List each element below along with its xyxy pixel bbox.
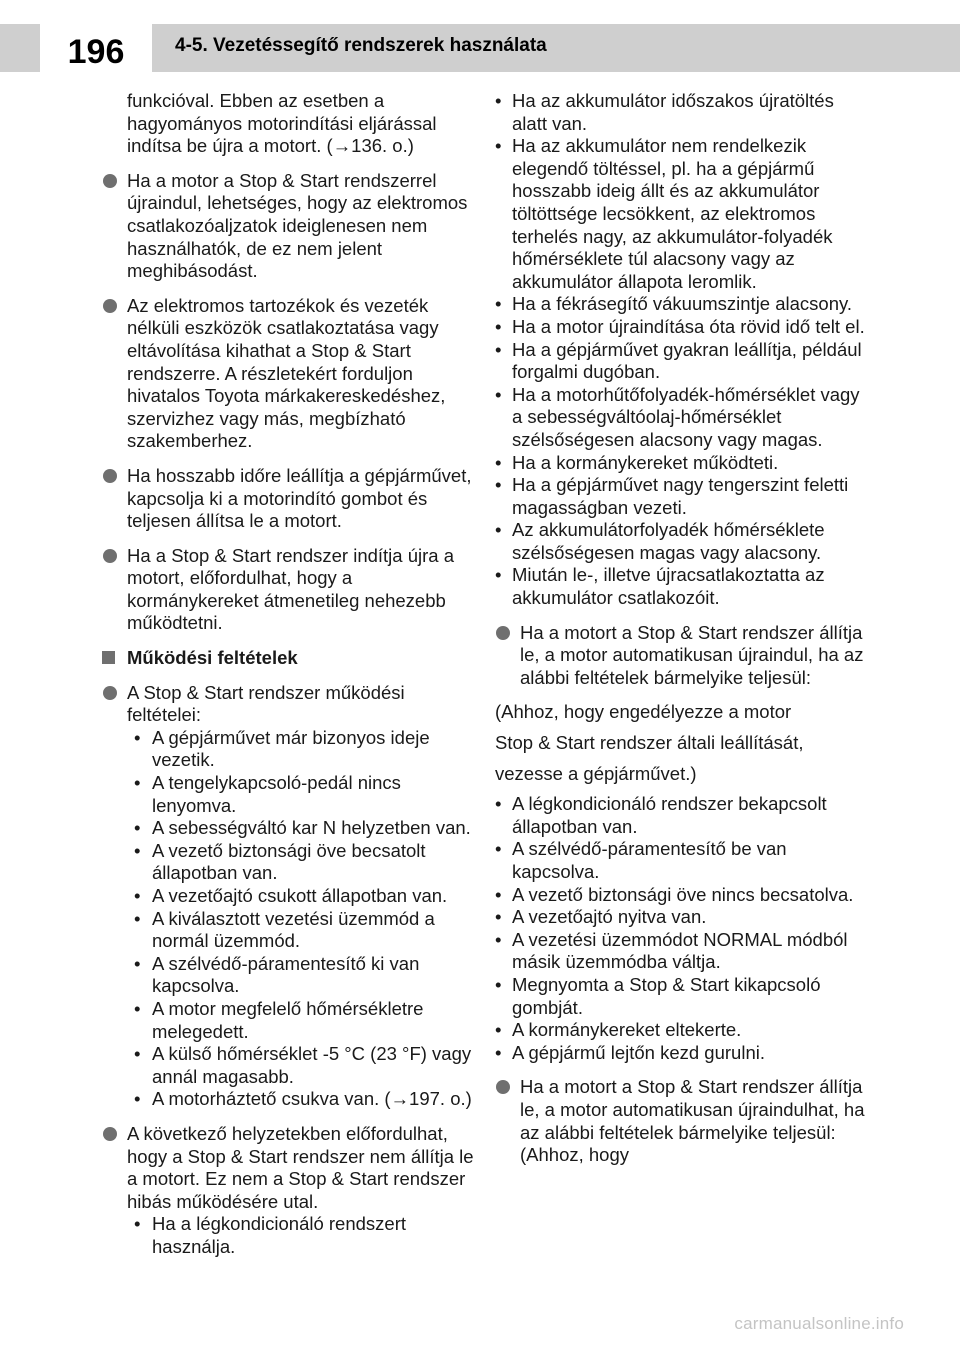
list-item: • A vezető biztonsági öve becsatolt állapotban van.	[127, 840, 474, 885]
list-item: • A gépjármű lejtőn kezd gurulni.	[495, 1042, 867, 1065]
conditions-list	[102, 727, 474, 1111]
note-text: Ha a motort a Stop & Start rendszer állítja le, a motor automatikusan újraindul, ha az alábbi feltételek bármelyike teljesül:	[520, 621, 864, 688]
list-item: • Ha a gépjárművet gyakran leállítja, például forgalmi dugóban.	[495, 339, 867, 384]
list-item: • Ha a motor újraindítása óta rövid idő telt el.	[495, 316, 867, 339]
plain-text-line: (Ahhoz, hogy engedélyezze a motor	[495, 701, 792, 723]
list-item: • A motorháztető csukva van. (→197. o.)	[127, 1088, 474, 1111]
note-item	[102, 465, 474, 533]
note-item	[102, 170, 474, 283]
left-column	[102, 90, 474, 1259]
list-item: • A gépjárművet már bizonyos ideje vezetik.	[127, 727, 474, 772]
intro-paragraph: funkcióval. Ebben az esetben a hagyományos motorindítási eljárással indítsa be újra a motort. (→136. o.)	[127, 90, 437, 157]
list-item: • A külső hőmérséklet -5 °C (23 °F) vagy annál magasabb.	[127, 1043, 474, 1088]
note-text: Ha a motor a Stop & Start rendszerrel újraindul, lehetséges, hogy az elektromos csatlakozóaljzatok ideiglenesen nem használhatók, de ez nem jelent meghibásodást.	[127, 169, 468, 282]
plain-text-line: Stop & Start rendszer általi leállítását,	[495, 732, 804, 754]
situations-list	[102, 1213, 474, 1258]
list-item: • A motor megfelelő hőmérsékletre melegedett.	[127, 998, 474, 1043]
list-item: • Az akkumulátorfolyadék hőmérséklete szélsőségesen magas vagy alacsony.	[495, 519, 867, 564]
circle-bullet-icon	[103, 469, 117, 483]
section-heading-text: Működési feltételek	[127, 647, 298, 669]
list-item: • A szélvédő-páramentesítő be van kapcsolva.	[495, 838, 867, 883]
chapter-title: 4-5. Vezetéssegítő rendszerek használata	[175, 35, 547, 56]
note-item	[495, 622, 867, 690]
list-item: • Ha az akkumulátor időszakos újratöltés alatt van.	[495, 90, 867, 135]
note-text: A következő helyzetekben előfordulhat, hogy a Stop & Start rendszer nem állítja le a motort. Ez nem a Stop & Start rendszer hibás működésére utal.	[127, 1122, 474, 1212]
note-item	[102, 545, 474, 635]
right-column	[495, 90, 867, 1179]
list-item: • Megnyomta a Stop & Start kikapcsoló gombját.	[495, 974, 867, 1019]
list-item: • A vezetőajtó csukott állapotban van.	[127, 885, 474, 908]
list-item: • Ha a kormánykereket működteti.	[495, 452, 867, 475]
list-item: • A tengelykapcsoló-pedál nincs lenyomva.	[127, 772, 474, 817]
note-text: Ha a Stop & Start rendszer indítja újra a motort, előfordulhat, hogy a kormánykereket átmenetileg nehezebb működtetni.	[127, 544, 455, 634]
situations-list-continued	[495, 90, 867, 610]
note-item	[102, 1123, 474, 1213]
circle-bullet-icon	[103, 174, 117, 188]
circle-bullet-icon	[103, 1127, 117, 1141]
circle-bullet-icon	[496, 1080, 510, 1094]
circle-bullet-icon	[103, 686, 117, 700]
restart-conditions-list	[495, 793, 867, 1064]
list-item: • A kiválasztott vezetési üzemmód a normál üzemmód.	[127, 908, 474, 953]
note-text: Az elektromos tartozékok és vezeték nélküli eszközök csatlakoztatása vagy eltávolítása kihathat a Stop & Start rendszerre. A részletekért forduljon hivatalos Toyota márkakereskedéshez, szervizhez vagy más, megbízható szakemberhez.	[127, 294, 446, 452]
note-text: Ha a motort a Stop & Start rendszer állítja le, a motor automatikusan újraindulhat, ha az alábbi feltételek bármelyike teljesül: (Ahhoz, hogy	[520, 1076, 865, 1166]
list-item: • Ha a gépjárművet nagy tengerszint feletti magasságban vezeti.	[495, 474, 867, 519]
list-item: • Ha a fékrásegítő vákuumszintje alacsony.	[495, 293, 867, 316]
list-item: • A légkondicionáló rendszer bekapcsolt állapotban van.	[495, 793, 867, 838]
circle-bullet-icon	[103, 549, 117, 563]
watermark: carmanualsonline.info	[734, 1314, 904, 1333]
list-item: • Ha a légkondicionáló rendszert használja.	[127, 1213, 474, 1258]
page-number: 196	[40, 24, 152, 80]
section-heading	[102, 647, 474, 670]
note-item	[495, 1076, 867, 1166]
list-item: • Ha az akkumulátor nem rendelkezik elegendő töltéssel, pl. ha a gépjármű hosszabb ideig állt és az akkumulátor töltöttsége lecsökkent, az elektromos terhelés nagy, az akkumulátor-folyadék hőmérséklete túl alacsony vagy az akkumulátor állapota leromlik.	[495, 135, 867, 293]
list-item: • Ha a motorhűtőfolyadék-hőmérséklet vagy a sebességváltóolaj-hőmérséklet szélsőségesen alacsony vagy magas.	[495, 384, 867, 452]
list-item: • A kormánykereket eltekerte.	[495, 1019, 867, 1042]
list-item: • A sebességváltó kar N helyzetben van.	[127, 817, 474, 840]
note-text: A Stop & Start rendszer működési feltételei:	[127, 681, 405, 726]
plain-text-line: vezesse a gépjárművet.)	[495, 762, 697, 784]
circle-bullet-icon	[103, 299, 117, 313]
list-item: • A vezetési üzemmódot NORMAL módból másik üzemmódba váltja.	[495, 929, 867, 974]
page-header	[0, 0, 960, 80]
list-item: • A vezetőajtó nyitva van.	[495, 906, 867, 929]
list-item: • Miután le-, illetve újracsatlakoztatta az akkumulátor csatlakozóit.	[495, 564, 867, 609]
note-item	[102, 682, 474, 727]
list-item: • A szélvédő-páramentesítő ki van kapcsolva.	[127, 953, 474, 998]
note-text: Ha hosszabb időre leállítja a gépjárművet, kapcsolja ki a motorindító gombot és teljesen állítsa le a motort.	[127, 464, 472, 532]
list-item: • A vezető biztonsági öve nincs becsatolva.	[495, 884, 867, 907]
circle-bullet-icon	[496, 626, 510, 640]
note-item	[102, 295, 474, 453]
square-bullet-icon	[102, 651, 115, 664]
